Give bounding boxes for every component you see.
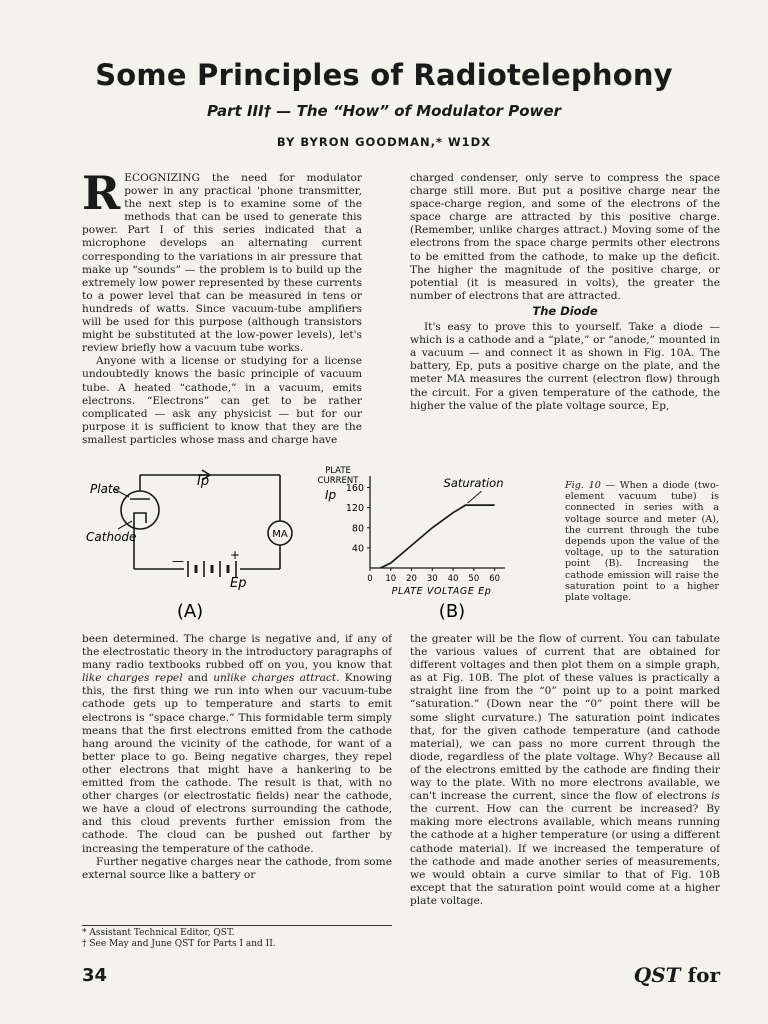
tube-envelope <box>121 491 159 529</box>
y-tick-label: 160 <box>345 483 364 495</box>
footnote: † See May and June QST for Parts I and II. <box>82 938 276 949</box>
paragraph: It's easy to prove this to yourself. Take a diode — which is a cathode and a “plate,” or “anode,” mounted in a vacuum — and connect it as shown in Fig. 10A. The battery, Ep, puts a positive charge on the plate, and the meter MA measures the current (electron flow) through the circuit. For a given temperature of the cathode, the higher the value of the plate voltage source, Ep, <box>410 321 720 412</box>
article-subtitle: Part III† — The “How” of Modulator Power <box>207 102 561 120</box>
x-tick-label: 20 <box>406 574 417 584</box>
text-column-2 <box>410 172 720 458</box>
figure-10-svg <box>82 465 562 630</box>
article-byline: BY BYRON GOODMAN,* W1DX <box>276 135 492 149</box>
plate-current-chart <box>318 466 505 597</box>
panel-label-a: (A) <box>176 601 204 622</box>
label-battery-plus: + <box>230 548 241 562</box>
y-tick-label: 80 <box>351 523 364 535</box>
text-run: been determined. The charge is negative and, if any of the electrostatic theory in the introductory paragraphs of many radio textbooks rubbed off on you, you know that <box>82 633 392 672</box>
paragraph <box>82 633 392 856</box>
x-tick-label: 40 <box>447 574 459 584</box>
caption-label: Fig. 10 <box>565 480 601 491</box>
lead-word: ECOGNIZING <box>124 172 200 184</box>
article-title: Some Principles of Radiotelephony <box>95 58 673 92</box>
caption-text: — When a diode (two-element vacuum tube) is connected in series with a voltage source and meter (A), the current through the tube depends upon the value of the voltage, up to the saturation point (B). Increasing the cathode emission will raise the saturation point to a higher plate voltage. <box>565 480 719 604</box>
text-run: the current. How can the current be increased? By making more electrons available, which means running the cathode at a higher temperature (or using a different cathode material). If we increased the temperature of the cathode and made another series of measurements, we would obtain a curve similar to that of Fig. 10B except that the saturation point would come at a higher plate voltage. <box>410 803 720 907</box>
text-run: Knowing this, the first thing we run into when our vacuum-tube cathode gets up to temperature and starts to emit electrons is “space charge.” This formidable term simply means that the first electrons emitted from the cathode hang around the vicinity of the cathode, for want of a better place to go. Being negative charges, they repel other electrons that might have a hankering to be emitted from the cathode. The result is that, with no other charges (or electrostatic fields) near the cathode, we have a cloud of electrons surrounding the cathode, and this cloud prevents further emission from the cathode. The cloud can be pushed out farther by increasing the temperature of the cathode. <box>82 672 392 855</box>
x-axis-label: PLATE VOLTAGE Ep <box>391 586 492 597</box>
paragraph: charged condenser, only serve to compress the space charge still more. But put a positive charge near the space-charge region, and some of the electrons of the space charge are attracted by this positive charge. (Remember, unlike charges attract.) Moving some of the electrons from the space charge permits other electrons to be emitted from the cathode, to make up the deficit. The higher the magnitude of the positive charge, or potential (it is measured in volts), the greater the number of electrons that are attracted. <box>410 172 720 302</box>
page-number: 34 <box>82 965 108 986</box>
text-column-1 <box>82 172 362 458</box>
y-axis-label: Ip <box>325 488 337 502</box>
y-axis-label: PLATE <box>325 466 351 476</box>
emphasis: unlike charges attract. <box>213 672 340 685</box>
emphasis: is <box>711 790 720 803</box>
x-tick-label: 50 <box>468 574 480 584</box>
drop-cap: R <box>82 172 121 220</box>
paragraph: Anyone with a license or studying for a license undoubtedly knows the basic principle of vacuum tube. A heated “cathode,” in a vacuum, emits electrons. “Electrons” can get to be rather complicated — ask any physicist — but for our purpose it is sufficient to know that they are the smallest particles whose mass and charge have <box>82 355 362 446</box>
emphasis: like charges repel <box>82 672 183 685</box>
footnotes <box>82 925 392 949</box>
x-tick-label: 0 <box>367 574 373 584</box>
label-meter-ma: MA <box>272 529 288 540</box>
journal-title: QST <box>633 963 681 987</box>
paragraph: Further negative charges near the cathode, from some external source like a battery or <box>82 855 392 881</box>
label-ep: Ep <box>230 576 247 591</box>
text-column-4 <box>410 633 720 951</box>
paragraph-text: the need for modulator power in any practical 'phone transmitter, the next step is to examine some of the methods that can be used to generate this power. Part I of this series indicated that a microphone develops an alternating current corresponding to the variations in air pressure that make up “sounds” — the problem is to build up the extremely low power represented by these currents to a power level that can be measured in tens or hundreds of watts. Since vacuum-tube amplifiers will be used for this purpose (although transistors might be substituted at the low-power levels), let's review briefly how a vacuum tube works. <box>82 172 362 355</box>
annotation-pointer <box>468 491 482 503</box>
annotation-saturation: Saturation <box>443 476 504 491</box>
label-ip: Ip <box>197 474 210 489</box>
section-heading-diode: The Diode <box>532 303 598 318</box>
text-column-3 <box>82 633 392 923</box>
x-tick-label: 60 <box>489 574 501 584</box>
cathode-electrode <box>134 513 146 523</box>
y-tick-label: 120 <box>345 503 364 515</box>
figure-caption <box>565 480 719 603</box>
label-plate: Plate <box>90 482 121 496</box>
journal-name <box>634 963 720 987</box>
y-tick-label: 40 <box>351 543 364 555</box>
journal-suffix: for <box>687 963 720 987</box>
figure-10 <box>82 465 562 630</box>
text-run: the greater will be the flow of current. You can tabulate the various values of current that are obtained for different voltages and then plot them on a simple graph, as at Fig. 10B. The plot of these values is practically a straight line from the “0” point up to a point marked “saturation.” (Down near the “0” point there will be some slight curvature.) The saturation point indicates that, for the given cathode temperature (and cathode material), we can pass no more current through the diode, regardless of the plate voltage. Why? Because all of the electrons emitted by the cathode are finding their way to the plate. With no more electrons available, we can't increase the current, since the flow of electrons <box>410 633 720 803</box>
x-tick-label: 30 <box>426 574 438 584</box>
panel-label-b: (B) <box>438 601 466 622</box>
paragraph <box>410 633 720 908</box>
x-tick-label: 10 <box>385 574 397 584</box>
paragraph-intro <box>82 172 362 355</box>
label-cathode: Cathode <box>86 530 137 544</box>
text-run: and <box>182 672 214 685</box>
series-line <box>380 505 494 568</box>
footnote: * Assistant Technical Editor, QST. <box>82 928 235 938</box>
label-battery-minus: — <box>172 554 184 568</box>
y-axis-label: CURRENT <box>317 476 359 486</box>
